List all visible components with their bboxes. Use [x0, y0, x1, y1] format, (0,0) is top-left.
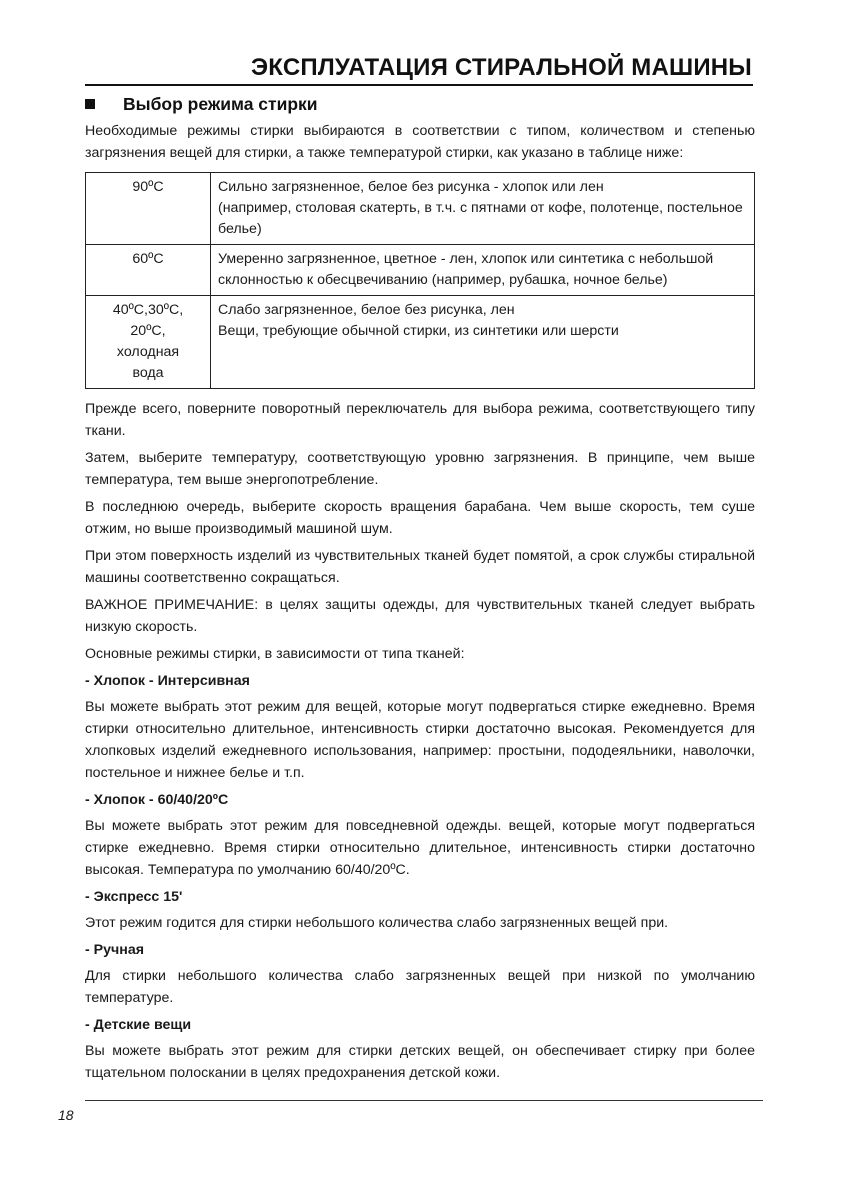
page-number: 18 — [58, 1107, 74, 1123]
mode-heading: - Детские вещи — [85, 1017, 192, 1033]
temperature-cell: 60ºC — [86, 245, 211, 296]
wash-mode-table — [85, 172, 755, 389]
mode-heading: - Хлопок - 60/40/20ºC — [85, 792, 229, 808]
mode-description: Для стирки небольшого количества слабо загрязненных вещей при низкой по умолчанию температуре. — [85, 968, 755, 1006]
paragraph: Основные режимы стирки, в зависимости от типа тканей: — [85, 646, 465, 662]
page-title: ЭКСПЛУАТАЦИЯ СТИРАЛЬНОЙ МАШИНЫ — [251, 54, 752, 81]
mode-heading: - Экспресс 15' — [85, 889, 183, 905]
temperature-cell: 90ºC — [86, 173, 211, 245]
mode-description: Вы можете выбрать этот режим для повседневной одежды. вещей, которые могут подвергаться стирке ежедневно. Время стирки относительно длительное, интенсивность стирки достаточно высокая. Температура по умолчанию 60/40/20ºC. — [85, 818, 755, 878]
mode-description: Вы можете выбрать этот режим для стирки детских вещей, он обеспечивает стирку при более тщательном полоскании в целях предохранения детской кожи. — [85, 1043, 755, 1081]
mode-heading: - Ручная — [85, 942, 144, 958]
title-rule — [85, 84, 753, 86]
description-text: Умеренно загрязненное, цветное - лен, хлопок или синтетика с небольшой склонностью к обесцвечиванию (например, рубашка, ночное белье) — [218, 251, 714, 288]
mode-heading: - Хлопок - Интерсивная — [85, 673, 250, 689]
square-bullet-icon — [85, 99, 95, 109]
paragraph: Прежде всего, поверните поворотный переключатель для выбора режима, соответствующего типу ткани. — [85, 401, 755, 439]
mode-description: Вы можете выбрать этот режим для вещей, которые могут подвергаться стирке ежедневно. Время стирки относительно длительное, интенсивность стирки достаточно высокая. Рекомендуется для хлопковых изделий ежедневного использования, например: простыни, пододеяльники, наволочки, постельное и нижнее белье и т.п. — [85, 699, 755, 781]
table-row — [86, 296, 755, 389]
section-heading — [85, 93, 318, 115]
paragraph: В последнюю очередь, выберите скорость вращения барабана. Чем выше скорость, тем суше отжим, но выше производимый машиной шум. — [85, 499, 755, 537]
description-cell — [211, 245, 755, 296]
intro-paragraph: Необходимые режимы стирки выбираются в соответствии с типом, количеством и степенью загрязнения вещей для стирки, а также температурой стирки, как указано в таблице ниже: — [85, 123, 755, 161]
description-cell — [211, 296, 755, 389]
paragraph: Затем, выберите температуру, соответствующую уровню загрязнения. В принципе, чем выше температура, тем выше энергопотребление. — [85, 450, 755, 488]
description-cell — [211, 173, 755, 245]
table-row — [86, 245, 755, 296]
table-row — [86, 173, 755, 245]
section-heading-text: Выбор режима стирки — [123, 93, 318, 114]
description-text: Слабо загрязненное, белое без рисунка, лен Вещи, требующие обычной стирки, из синтетики или шерсти — [218, 302, 619, 339]
paragraph: При этом поверхность изделий из чувствительных тканей будет помятой, а срок службы стиральной машины соответственно сокращаться. — [85, 548, 755, 586]
description-text: Сильно загрязненное, белое без рисунка - хлопок или лен (например, столовая скатерть, в т.ч. с пятнами от кофе, полотенце, постельное белье) — [218, 179, 743, 237]
mode-description: Этот режим годится для стирки небольшого количества слабо загрязненных вещей при. — [85, 915, 669, 931]
footer-rule — [85, 1100, 763, 1101]
paragraph-important-note: ВАЖНОЕ ПРИМЕЧАНИЕ: в целях защиты одежды, для чувствительных тканей следует выбрать низкую скорость. — [85, 597, 755, 635]
body-text — [85, 398, 755, 1089]
temperature-cell: 40ºC,30ºC, 20ºC, холодная вода — [86, 296, 211, 389]
